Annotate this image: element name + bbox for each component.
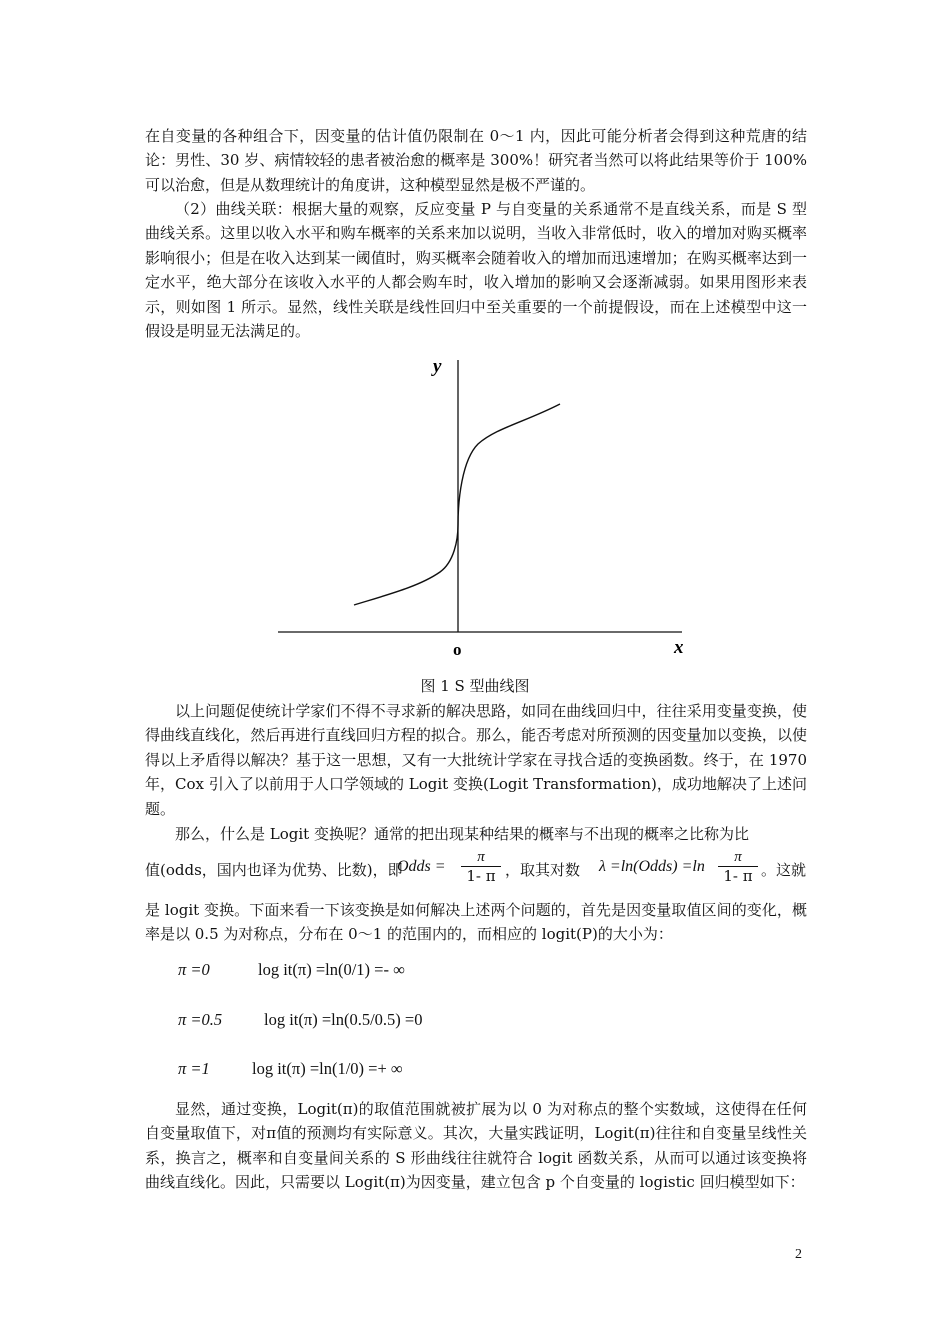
y-axis-label: y bbox=[433, 356, 442, 377]
paragraph-3: 以上问题促使统计学家们不得不寻求新的解决思路，如同在曲线回归中，往往采用变量变换，使得曲线直线化，然后再进行直线回归方程的拟合。那么，能否考虑对所预测的因变量加以变换，以使得以上矛盾得以解决？基于这一思想，又有一大批统计学家在寻找合适的变换函数。终于，在 1970 年，Cox 引入了以前用于人口学领域的 Logit 变换(Logit Transformation)，成功地解决了上述问题。 bbox=[145, 702, 807, 818]
odds-suffix: 。这就 bbox=[761, 861, 807, 879]
fraction-denominator-2: 1- π bbox=[723, 867, 753, 885]
paragraph-4-line-1: 那么，什么是 Logit 变换呢？通常的把出现某种结果的概率与不出现的概率之比称为比 bbox=[175, 825, 749, 843]
odds-definition-line bbox=[145, 848, 807, 898]
paragraph-5: 显然，通过变换，Logit(π)的取值范围就被扩展为以 0 为对称点的整个实数域，这使得在任何自变量取值下，对π值的预测均有实际意义。其次，大量实践证明，Logit(π)往往和自变量呈线性关系，换言之，概率和自变量间关系的 S 形曲线往往就符合 logit 函数关系，从而可以通过该变换将曲线直线化。因此，只需要以 Logit(π)为因变量，建立包含 p 个自变量的 logistic 回归模型如下： bbox=[145, 1100, 807, 1192]
s-curve-figure bbox=[270, 350, 690, 670]
odds-equation: Odds = bbox=[397, 858, 446, 875]
equation-3-lhs: π =1 bbox=[178, 1059, 210, 1078]
equation-1-lhs: π =0 bbox=[178, 960, 210, 979]
odds-fraction bbox=[461, 848, 501, 885]
paragraph-2: （2）曲线关联：根据大量的观察，反应变量 P 与自变量的关系通常不是直线关系，而是 S 型曲线关系。这里以收入水平和购车概率的关系来加以说明，当收入非常低时，收入的增加对购买概率影响很小；但是在收入达到某一阈值时，购买概率会随着收入的增加而迅速增加；在购买概率达到一定水平，绝大部分在该收入水平的人都会购车时，收入增加的影响又会逐渐减弱。如果用图形来表示，则如图 1 所示。显然，线性关联是线性回归中至关重要的一个前提假设，而在上述模型中这一假设是明显无法满足的。 bbox=[145, 200, 807, 341]
fraction-denominator: 1- π bbox=[466, 867, 496, 885]
log-odds-fraction bbox=[718, 848, 758, 885]
equation-2-lhs: π =0.5 bbox=[178, 1010, 223, 1029]
s-curve bbox=[354, 404, 560, 605]
figure-caption: 图 1 S 型曲线图 bbox=[420, 677, 530, 695]
paragraph-1: 在自变量的各种组合下，因变量的估计值仍限制在 0～1 内，因此可能分析者会得到这种荒唐的结论：男性、30 岁、病情较轻的患者被治愈的概率是 300%！研究者当然可以将此结果等价于 100%可以治愈，但是从数理统计的角度讲，这种模型显然是极不严谨的。 bbox=[145, 127, 807, 194]
fraction-numerator-2: π bbox=[718, 848, 758, 867]
fraction-numerator: π bbox=[461, 848, 501, 867]
log-odds-equation: λ =ln(Odds) =ln bbox=[599, 858, 705, 875]
equation-1-rhs: log it(π) =ln(0/1) =- ∞ bbox=[258, 960, 405, 979]
origin-label: o bbox=[453, 640, 462, 659]
odds-prefix: 值(odds，国内也译为优势、比数)，即 bbox=[145, 861, 403, 879]
page-number: 2 bbox=[795, 1247, 802, 1262]
equation-2-rhs: log it(π) =ln(0.5/0.5) =0 bbox=[264, 1010, 423, 1029]
paragraph-4-rest: 是 logit 变换。下面来看一下该变换是如何解决上述两个问题的，首先是因变量取值区间的变化，概率是以 0.5 为对称点，分布在 0～1 的范围内的，而相应的 logit(P)的大小为： bbox=[145, 901, 807, 944]
x-axis-label: x bbox=[674, 637, 684, 658]
odds-mid-text: ，取其对数 bbox=[505, 861, 581, 879]
equation-3-rhs: log it(π) =ln(1/0) =+ ∞ bbox=[252, 1059, 403, 1078]
